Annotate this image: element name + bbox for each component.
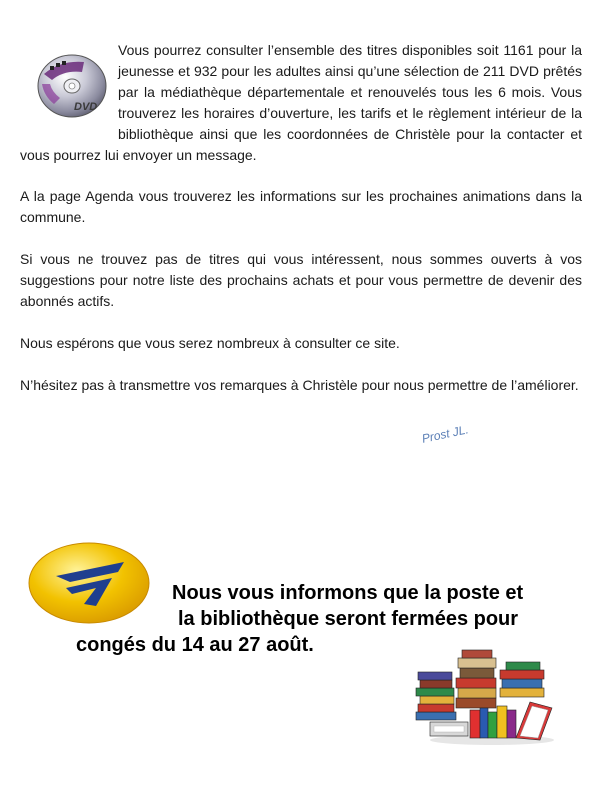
dvd-label: DVD	[74, 101, 98, 113]
intro-paragraph	[20, 40, 582, 166]
hope-paragraph: Nous espérons que vous serez nombreux à consulter ce site.	[20, 335, 400, 351]
closure-notice-line-2: la bibliothèque seront fermées pour	[178, 608, 519, 630]
intro-text: Vous pourrez consulter l’ensemble des titres disponibles soit 1161 pour la jeunesse et 932 pour les adultes ainsi qu’une sélection de 211 DVD prêtés par la médiathèque départementale et renouvelés tous les 6 mois. Vous trouverez les horaires d’ouverture, les tarifs et le règlement intérieur de la bibliothèque ainsi que les coordonnées de Christèle pour la contacter et vous pourrez lui envoyer un message.	[20, 42, 582, 163]
books-stack-icon	[412, 646, 558, 746]
agenda-paragraph: A la page Agenda vous trouverez les informations sur les prochaines animations dans la commune.	[20, 188, 582, 225]
closure-notice-line-1: Nous vous informons que la poste et	[172, 582, 524, 604]
suggestions-paragraph: Si vous ne trouvez pas de titres qui vous intéressent, nous sommes ouverts à vos suggestions pour notre liste des prochains achats et pour vous permettre de devenir des abonnés actifs.	[20, 251, 582, 309]
signature: Prost JL.	[420, 422, 470, 446]
closure-notice-line-3: congés du 14 au 27 août.	[76, 634, 314, 656]
feedback-paragraph: N’hésitez pas à transmettre vos remarques à Christèle pour nous permettre de l’améliorer.	[20, 377, 579, 393]
la-poste-logo-icon	[26, 540, 152, 626]
